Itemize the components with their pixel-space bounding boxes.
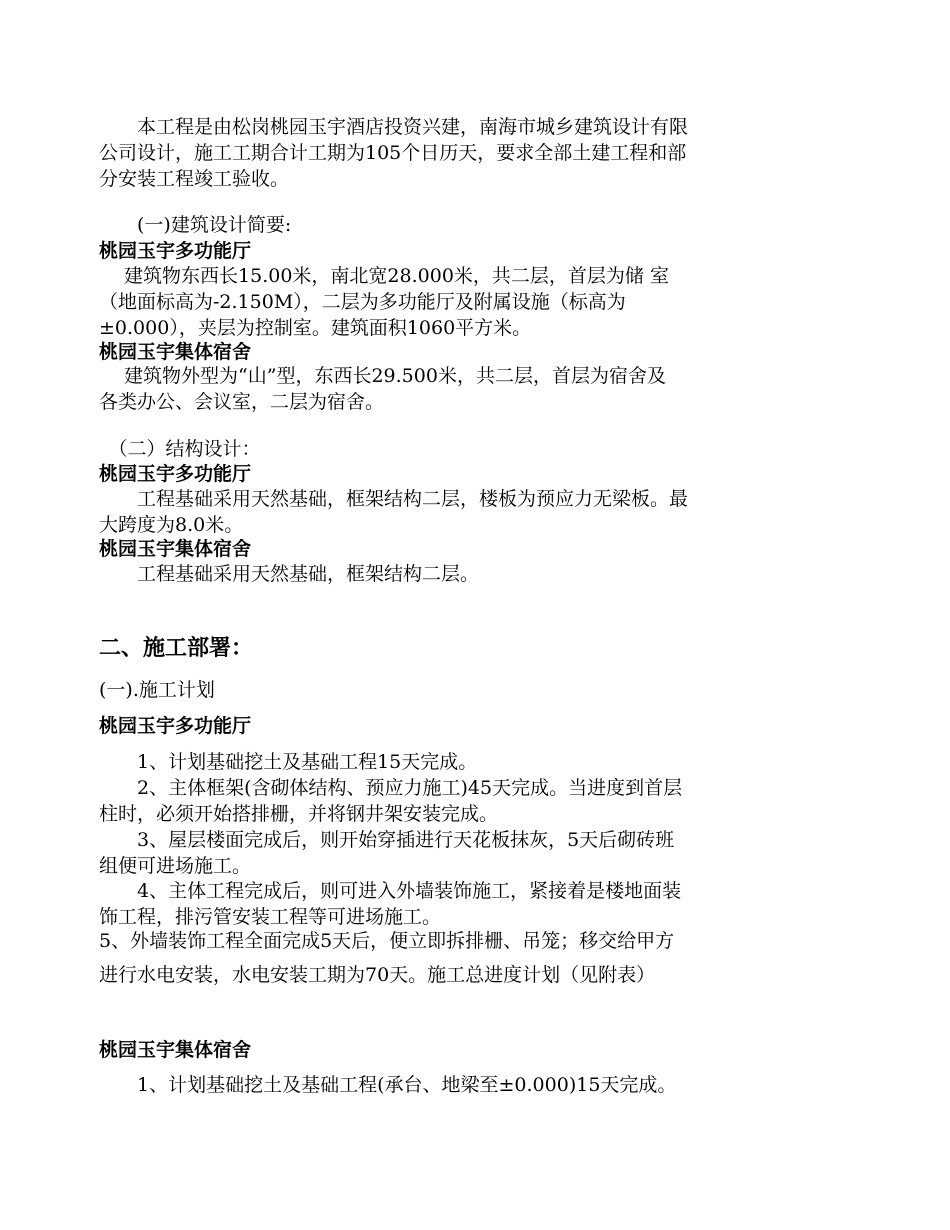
hall-arch-line-3: ±0.000），夹层为控制室。建筑面积1060平方米。 — [99, 317, 532, 339]
hall-arch-line-2: （地面标高为-2.150M），二层为多功能厅及附属设施（标高为 — [99, 291, 626, 313]
hall-plan-line-3: 柱时，必须开始搭排栅，并将钢井架安装完成。 — [99, 803, 499, 825]
dorm-title: 桃园玉宇集体宿舍 — [99, 341, 252, 363]
section-structure-heading: （二）结构设计： — [99, 438, 261, 460]
construction-plan-subheading: (一).施工计划 — [99, 679, 215, 701]
section-architecture-heading: (一)建筑设计简要: — [99, 214, 292, 236]
hall-plan-line-2: 2、主体框架(含砌体结构、预应力施工)45天完成。当进度到首层 — [99, 777, 683, 799]
hall-title: 桃园玉宇多功能厅 — [99, 240, 252, 262]
dorm-title: 桃园玉宇集体宿舍 — [99, 538, 252, 560]
dorm-arch-line-2: 各类办公、会议室，二层为宿舍。 — [99, 391, 385, 413]
hall-plan-line-6: 4、主体工程完成后，则可进入外墙装饰施工，紧接着是楼地面装 — [99, 880, 682, 902]
hall-struct-line-1: 工程基础采用天然基础，框架结构二层，楼板为预应力无梁板。最 — [99, 488, 689, 510]
hall-arch-line-1: 建筑物东西长15.00米，南北宽28.000米，共二层，首层为储 室 — [99, 265, 669, 287]
hall-plan-line-4: 3、屋层楼面完成后，则开始穿插进行天花板抹灰，5天后砌砖班 — [99, 829, 675, 851]
hall-plan-line-5: 组便可进场施工。 — [99, 855, 252, 877]
hall-title: 桃园玉宇多功能厅 — [99, 463, 252, 485]
dorm-title: 桃园玉宇集体宿舍 — [99, 1039, 252, 1061]
hall-title: 桃园玉宇多功能厅 — [99, 715, 252, 737]
hall-struct-line-2: 大跨度为8.0米。 — [99, 514, 244, 536]
hall-plan-line-7: 饰工程，排污管安装工程等可进场施工。 — [99, 906, 442, 928]
hall-plan-line-1: 1、计划基础挖土及基础工程15天完成。 — [99, 751, 478, 773]
intro-line-3: 分安装工程竣工验收。 — [99, 168, 290, 190]
intro-line-2: 公司设计，施工工期合计工期为105个日历天，要求全部土建工程和部 — [99, 142, 687, 164]
dorm-arch-line-1: 建筑物外型为“山”型，东西长29.500米，共二层，首层为宿舍及 — [99, 365, 666, 387]
dorm-struct-line-1: 工程基础采用天然基础，框架结构二层。 — [99, 563, 480, 585]
dorm-plan-line-1: 1、计划基础挖土及基础工程(承台、地梁至±0.000)15天完成。 — [99, 1074, 677, 1096]
intro-line-1: 本工程是由松岗桃园玉宇酒店投资兴建，南海市城乡建筑设计有限 — [99, 116, 689, 138]
hall-plan-line-8: 5、外墙装饰工程全面完成5天后，便立即拆排栅、吊笼；移交给甲方 — [99, 930, 675, 952]
part2-heading: 二、施工部署： — [99, 636, 254, 661]
hall-plan-line-9: 进行水电安装，水电安装工期为70天。施工总进度计划（见附表） — [99, 964, 656, 986]
